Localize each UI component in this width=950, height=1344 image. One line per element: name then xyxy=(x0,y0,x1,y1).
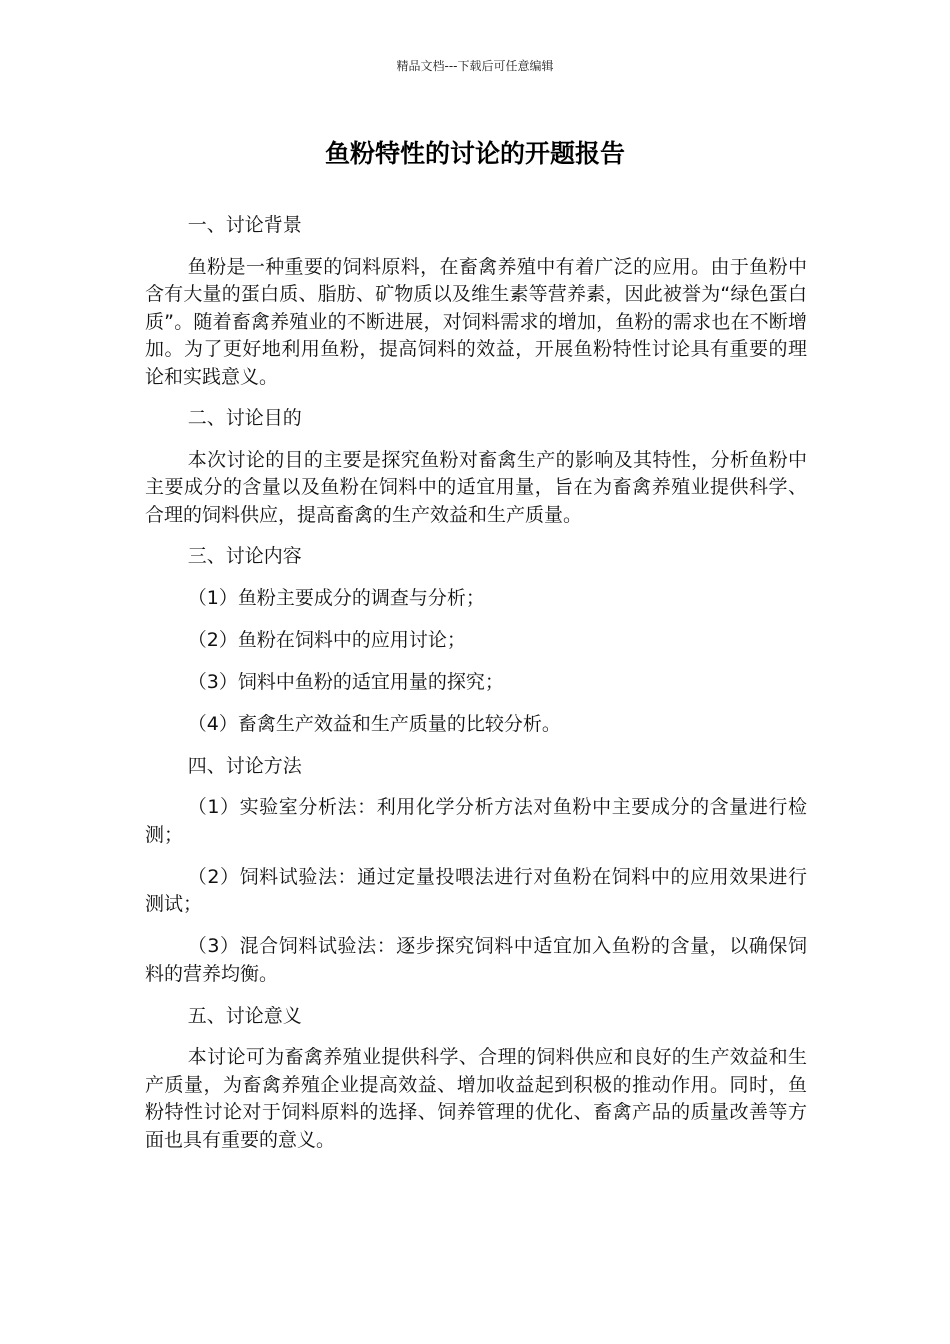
methods-list-item: （1）实验室分析法：利用化学分析方法对鱼粉中主要成分的含量进行检测； xyxy=(145,796,807,846)
document-body xyxy=(145,212,807,1168)
section-heading-purpose: 二、讨论目的 xyxy=(187,407,302,429)
content-list-item: （2）鱼粉在饲料中的应用讨论； xyxy=(187,628,466,651)
page-title: 鱼粉特性的讨论的开题报告 xyxy=(324,139,625,168)
section-paragraph-significance: 本讨论可为畜禽养殖业提供科学、合理的饲料供应和良好的生产效益和生产质量，为畜禽养殖企业提高效益、增加收益起到积极的推动作用。同时，鱼粉特性讨论对于饲料原料的选择、饲养管理的优化、畜禽产品的质量改善等方面也具有重要的意义。 xyxy=(145,1046,807,1151)
section-paragraph-purpose: 本次讨论的目的主要是探究鱼粉对畜禽生产的影响及其特性，分析鱼粉中主要成分的含量以及鱼粉在饲料中的适宜用量，旨在为畜禽养殖业提供科学、合理的饲料供应，提高畜禽的生产效益和生产质量。 xyxy=(145,448,807,526)
section-heading-content: 三、讨论内容 xyxy=(187,545,302,567)
section-paragraph-background: 鱼粉是一种重要的饲料原料，在畜禽养殖中有着广泛的应用。由于鱼粉中含有大量的蛋白质、脂肪、矿物质以及维生素等营养素，因此被誉为“绿色蛋白质”。随着畜禽养殖业的不断进展，对饲料需求的增加，鱼粉的需求也在不断增加。为了更好地利用鱼粉，提高饲料的效益，开展鱼粉特性讨论具有重要的理论和实践意义。 xyxy=(145,255,807,388)
section-heading-background: 一、讨论背景 xyxy=(187,214,302,236)
header-note: 精品文档---下载后可任意编辑 xyxy=(396,59,554,73)
methods-list-item: （2）饲料试验法：通过定量投喂法进行对鱼粉在饲料中的应用效果进行测试； xyxy=(145,865,807,915)
content-list-item: （4）畜禽生产效益和生产质量的比较分析。 xyxy=(187,712,561,735)
content-list-item: （3）饲料中鱼粉的适宜用量的探究； xyxy=(187,670,504,693)
section-heading-methods: 四、讨论方法 xyxy=(187,754,302,777)
section-heading-significance: 五、讨论意义 xyxy=(187,1004,302,1027)
methods-list-item: （3）混合饲料试验法：逐步探究饲料中适宜加入鱼粉的含量，以确保饲料的营养均衡。 xyxy=(145,935,807,985)
content-list-item: （1）鱼粉主要成分的调查与分析； xyxy=(187,586,485,609)
